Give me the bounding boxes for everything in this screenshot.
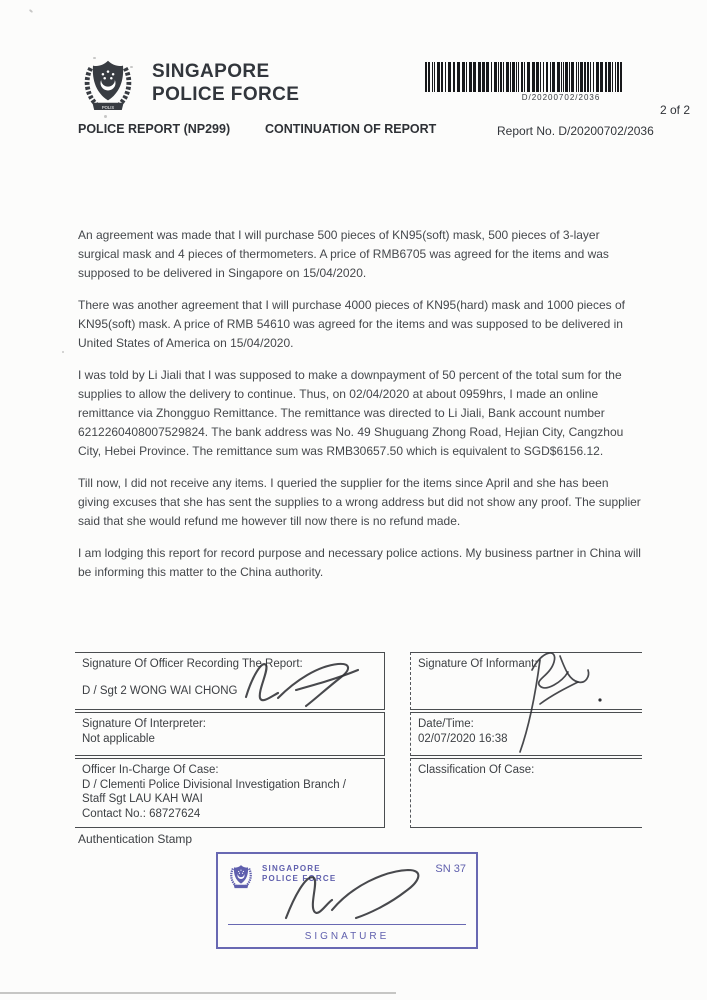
officer-signature-scribble <box>238 651 366 713</box>
paragraph-agreement-2: There was another agreement that I will purchase 4000 pieces of KN95(hard) mask and 1000 pieces of KN95(soft) mask. A price of RMB 54610 was agreed for the items and was supposed to be delivered in United States of America on 15/04/2020. <box>78 298 625 350</box>
scan-speck <box>29 9 33 13</box>
cell-interpreter <box>75 712 385 756</box>
datetime-value: 02/07/2020 16:38 <box>418 732 508 745</box>
continuation-title: CONTINUATION OF REPORT <box>265 122 437 136</box>
officer-in-charge-label: Officer In-Charge Of Case: <box>82 764 219 776</box>
paragraph-lodging: I am lodging this report for record purpose and necessary police actions. My business partner in China will be informing this matter to the China authority. <box>78 546 641 579</box>
form-title: POLICE REPORT (NP299) <box>78 122 231 136</box>
paragraph-remittance: I was told by Li Jiali that I was supposed to make a downpayment of 50 percent of the total sum for the supplies to allow the delivery to continue. Thus, on 02/04/2020 at about 0959hrs, I made an online remittance via Zhongguo Remittance. The remittance was directed to Li Jiali, Bank account number 6212260408007529824. The bank address was No. 49 Shuguang Zhong Road, Hejian City, Cangzhou City, Hebei Province. The remittance sum was RMB30657.50 which is equivalent to SGD$6156.12. <box>78 368 624 458</box>
informant-signature-label: Signature Of Informant: <box>418 658 538 670</box>
barcode-text: D/20200702/2036 <box>521 93 601 102</box>
officer-name: D / Sgt 2 WONG WAI CHONG <box>82 684 238 697</box>
officer-in-charge-line2: Staff Sgt LAU KAH WAI <box>82 793 203 805</box>
stamp-serial: SN 37 <box>435 863 466 875</box>
report-number: Report No. D/20200702/2036 <box>497 124 654 138</box>
officer-in-charge-line3: Contact No.: 68727624 <box>82 807 201 820</box>
paragraph-no-items: Till now, I did not receive any items. I queried the supplier for the items since April and she has been giving excuses that she has sent the supplies to a wrong address but did not show any proof. The supplier said that she would refund me however till now there is no refund made. <box>78 476 641 528</box>
agency-name-line1: SINGAPORE <box>152 61 270 82</box>
paragraph-agreement-1: An agreement was made that I will purchase 500 pieces of KN95(soft) mask, 500 pieces of 3-layer surgical mask and 4 pieces of thermometers. A price of RMB6705 was agreed for the items and was supposed to be delivered in Singapore on 15/04/2020. <box>78 228 609 280</box>
stamp-signature-caption: SIGNATURE <box>304 931 390 942</box>
stamp-signature-scribble <box>272 860 452 930</box>
interpreter-value: Not applicable <box>82 732 155 745</box>
report-narrative <box>78 226 641 595</box>
officer-in-charge-line1: D / Clementi Police Divisional Investigation Branch / <box>82 778 346 791</box>
report-barcode <box>425 62 697 92</box>
agency-name-line2: POLICE FORCE <box>152 84 300 105</box>
stamp-agency-line1: SINGAPORE <box>262 864 321 873</box>
crest-banner-text: POLIS <box>101 104 115 110</box>
scan-speck <box>104 115 107 118</box>
cell-officer-in-charge <box>75 758 385 828</box>
datetime-label: Date/Time: <box>418 718 474 730</box>
page-indicator: 2 of 2 <box>659 103 690 117</box>
scan-speck <box>62 351 64 353</box>
spf-crest-logo <box>78 52 138 114</box>
stamp-agency-line2: POLICE FORCE <box>262 874 337 883</box>
classification-label: Classification Of Case: <box>418 764 535 776</box>
interpreter-label: Signature Of Interpreter: <box>82 718 207 730</box>
scan-edge-line <box>0 992 396 994</box>
stamp-crest-icon <box>227 861 255 890</box>
informant-signature-scribble <box>448 648 628 758</box>
authentication-stamp-label: Authentication Stamp <box>78 832 193 846</box>
officer-signature-label: Signature Of Officer Recording The Report: <box>82 658 303 670</box>
cell-classification <box>410 758 642 828</box>
agency-name <box>152 60 299 106</box>
